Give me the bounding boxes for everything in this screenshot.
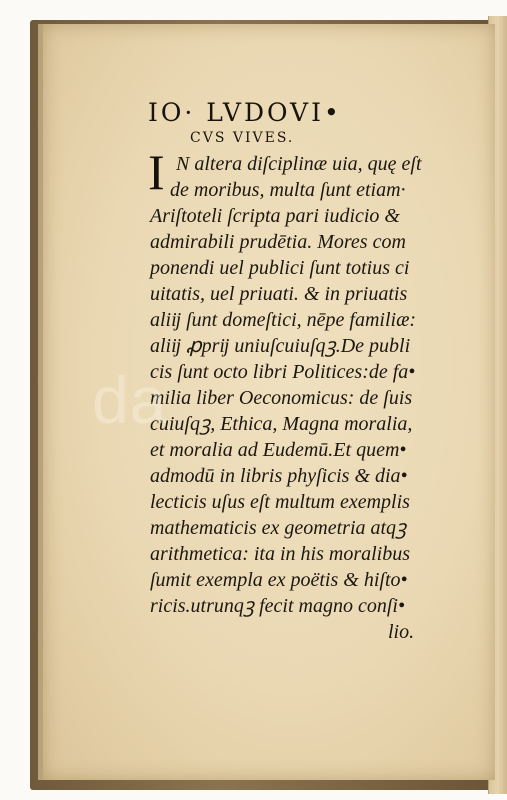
text-line: ponendi uel publici ſunt totius ci [150, 257, 410, 279]
text-line: arithmetica: ita in his moralibus [150, 543, 410, 565]
text-line: ſumit exempla ex poëtis & hiſto• [150, 569, 408, 591]
running-head-continuation: CVS VIVES. [190, 130, 295, 146]
text-line: lio. [388, 621, 415, 643]
watermark: da [92, 363, 168, 437]
text-line: aliĳ ſunt domeſtici, nēpe familiæ: [150, 309, 417, 331]
drop-cap: I [148, 144, 165, 200]
text-line: admirabili prudētia. Mores com [150, 231, 406, 253]
text-line: cuiuſqꝫ, Ethica, Magna moralia, [150, 413, 413, 435]
text-line: admodū in libris phyſicis & dia• [150, 465, 408, 487]
text-line: ricis.utrunqꝫ fecit magno conſi• [150, 595, 405, 617]
text-line: aliĳ ꝓprĳ uniuſcuiuſqꝫ.De publi [150, 335, 411, 357]
text-line: lecticis uſus eſt multum exemplis [150, 491, 410, 513]
text-line: mathematicis ex geometria atqꝫ [150, 517, 407, 539]
text-line: de moribus, multa ſunt etiam· [170, 179, 406, 201]
text-line: et moralia ad Eudemū.Et quem• [150, 439, 407, 461]
running-head: IO· LVDOVI• [148, 98, 342, 127]
text-line: Ariſtoteli ſcripta pari iudicio & [150, 205, 400, 227]
text-line: milia liber Oeconomicus: de ſuis [150, 387, 413, 409]
text-line: uitatis, uel priuati. & in priuatis [150, 283, 408, 305]
text-line: cis ſunt octo libri Politices:de fa• [150, 361, 416, 383]
text-line: N altera diſciplinæ uia, quę eſt [176, 153, 422, 175]
